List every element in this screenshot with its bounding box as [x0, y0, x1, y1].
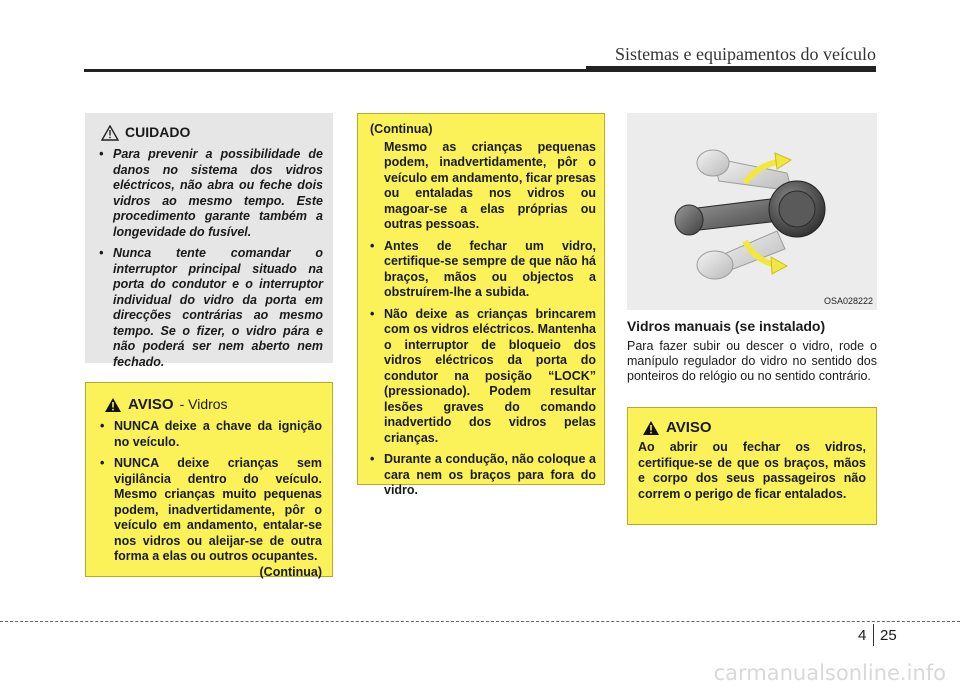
warning-triangle-icon: [104, 397, 122, 413]
section-body: Para fazer subir ou descer o vidro, rode o manípulo regulador do vidro no sentido dos ponteiros do relógio ou no sentido contrário.: [627, 339, 877, 383]
warning-item: • NUNCA deixe a chave da ignição no veículo.: [100, 419, 322, 449]
window-crank-figure: [627, 113, 877, 310]
warning-triangle-icon: [642, 420, 660, 436]
warning-heading: [642, 420, 866, 436]
window-crank-illustration: [627, 113, 877, 310]
warning-box-manual-windows: [627, 407, 877, 525]
caution-list: [95, 147, 323, 370]
caution-heading: [101, 125, 323, 141]
chapter-number: 4: [858, 627, 867, 644]
warning-title: AVISO: [666, 419, 712, 437]
warning-subtitle: - Vidros: [179, 396, 228, 413]
warning-item: • Não deixe as crianças brincarem com os vidros eléctricos. Mantenha o interruptor de bloqueio dos vidros eléctricos da porta do condutor na posição “LOCK” (pressionado). Podem resultar lesões graves do comando inadvertido dos vidros pelas crianças.: [370, 306, 596, 445]
continued-label: (Continua): [259, 564, 322, 579]
caution-item: • Nunca tente comandar o interruptor principal situado na porta do condutor e o interruptor individual do vidro da porta em direcções contrárias ao mesmo tempo. Se o fizer, o vidro pára e não poderá ser nem aberto nem fechado.: [99, 246, 323, 369]
warning-list: [366, 239, 596, 499]
page-number: 25: [880, 627, 897, 644]
caution-item: • Para prevenir a possibilidade de danos no sistema dos vidros eléctricos, não abra ou feche dois vidros ao mesmo tempo. Este procedimento garante também a longevidade do fusível.: [99, 147, 323, 239]
footer-rule: [0, 621, 960, 622]
warning-item: • NUNCA deixe crianças sem vigilância dentro do veículo. Mesmo crianças muito pequenas podem, inadvertidamente, pôr o veículo em andamento, entalar-se nos vidros ou aleijar-se de outra forma a elas ou outros ocupantes.: [100, 456, 322, 563]
warning-item: • Antes de fechar um vidro, certifique-se sempre de que não há braços, mãos ou objectos a obstruírem-lhe a subida.: [370, 238, 596, 299]
caution-box: [85, 113, 333, 369]
figure-code: OSA028222: [823, 296, 873, 306]
warning-intro: Mesmo as crianças pequenas podem, inadvertidamente, pôr o veículo em andamento, ficar presas ou entaladas nos vidros ou magoar-se a elas próprias ou outras pessoas.: [384, 139, 596, 231]
section-title: Vidros manuais (se instalado): [627, 318, 826, 334]
caution-title: CUIDADO: [125, 124, 191, 141]
warning-list: [96, 419, 322, 565]
page-header-title: Sistemas e equipamentos do veículo: [615, 44, 876, 64]
warning-heading: [104, 397, 322, 413]
warning-item: • Durante a condução, não coloque a cara nem os braços para fora do vidro.: [370, 452, 596, 497]
warning-box-continued: [357, 113, 605, 497]
caution-triangle-icon: [101, 125, 119, 141]
continued-heading: (Continua): [370, 122, 433, 136]
warning-title: AVISO: [128, 396, 174, 414]
warning-body: Ao abrir ou fechar os vidros, certifique-se de que os braços, mãos e corpo dos seus passageiros não correm o perigo de ficar entalados.: [638, 440, 866, 501]
warning-box-windows: [85, 382, 333, 577]
page-number-divider: [873, 624, 874, 646]
header-rule-accent: [586, 66, 876, 72]
site-watermark: carmanualsonline.info: [713, 661, 946, 685]
